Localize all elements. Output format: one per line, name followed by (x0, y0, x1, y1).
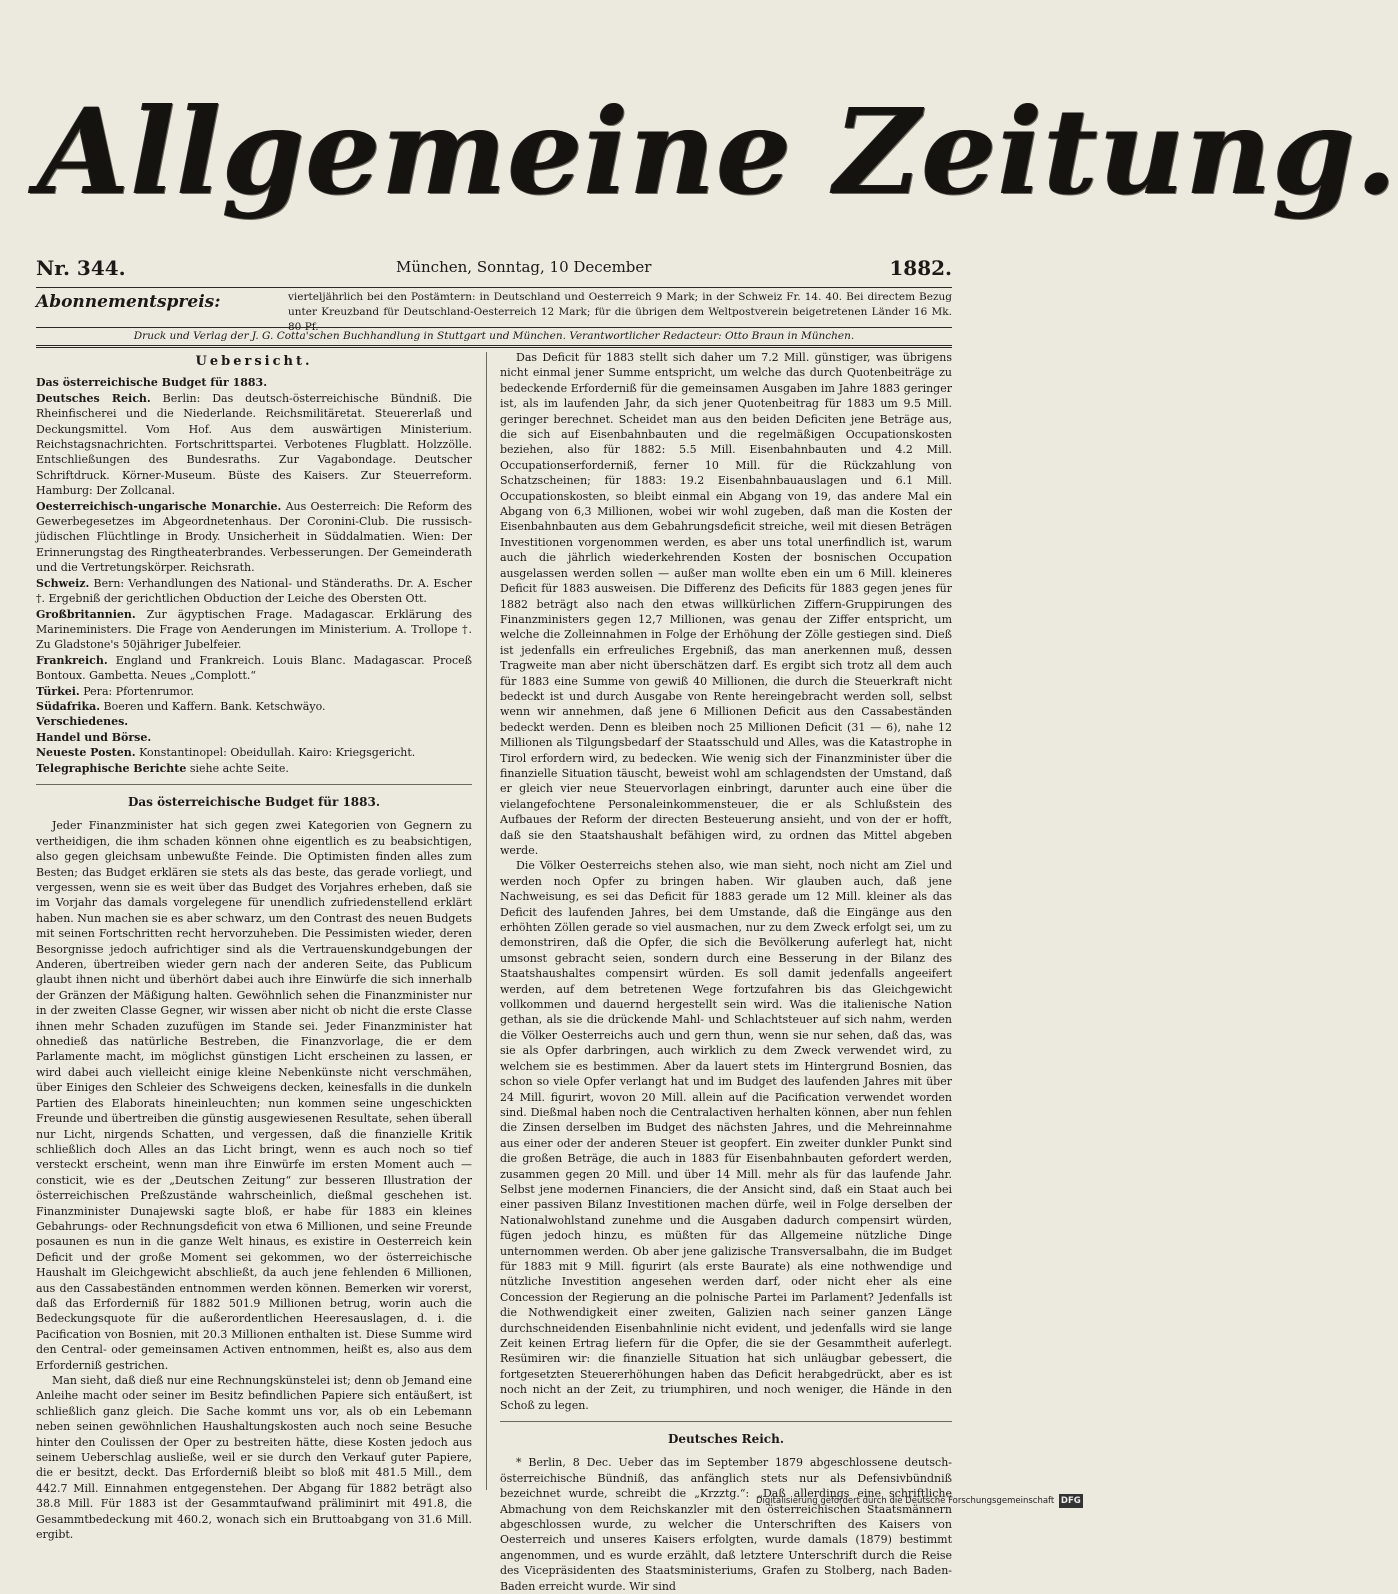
overview-entry-head: Südafrika. (36, 699, 101, 713)
overview-entry-head: Schweiz. (36, 576, 90, 590)
overview-entry-body: Konstantinopel: Obeidullah. Kairo: Kriegsgericht. (139, 746, 416, 760)
overview-entry-body: Pera: Pfortenrumor. (83, 684, 195, 698)
overview-entry (36, 607, 472, 653)
overview-entry (36, 745, 472, 760)
overview-entry-head: Großbritannien. (36, 607, 136, 621)
overview-entry-head: Oesterreichisch-ungarische Monarchie. (36, 499, 282, 513)
overview-entry-body: Zur ägyptischen Frage. Madagascar. Erklärung des Marineministers. Die Frage von Aenderungen im Ministerium. A. Trollope †. Zu Gladstone's 50jähriger Jubelfeier. (36, 607, 473, 652)
reich-paragraph: * Berlin, 8 Dec. Ueber das im September 1879 abgeschlossene deutsch-österreichische Bündniß, das anfänglich stets nur als Defensivbündniß bezeichnet wurde, schreibt die „Krzztg.“: „Daß allerdings eine schriftliche Abmachung von dem Reichskanzler mit den österreichischen Staatsmännern abgeschlossen wurde, zu welcher die Unterschriften des Kaisers von Oesterreich und unseres Kaisers erfolgten, wurde damals (1879) bestimmt angenommen, und es wurde erzählt, daß letztere Unterschrift durch die Reise des Vicepräsidenten des Staatsministeriums, Grafen zu Stolberg, nach Baden-Baden erreicht wurde. Wir sind (500, 1456, 952, 1593)
overview-list (36, 375, 472, 776)
footer-credit (756, 1494, 1081, 1508)
overview-entry (36, 576, 472, 607)
footer-text: Digitalisierung gefördert durch die Deutsche Forschungsgemeinschaft (756, 1496, 1055, 1506)
overview-entry (36, 375, 472, 390)
budget-paragraph: Man sieht, daß dieß nur eine Rechnungskünstelei ist; denn ob Jemand eine Anleihe macht oder seiner im Besitz befindlichen Papiere sich entäußert, ist schließlich ganz gleich. Die Sache kommt uns vor, als ob ein Lebemann neben seinen gewöhnlichen Haushaltungskosten auch noch seine Besuche hinter den Coulissen der Oper zu bestreiten hätte, diese Kosten jedoch aus seinem Ueberschlag ausließe, weil er sie durch den Verkauf guter Papiere, die er besitzt, deckt. Das Erforderniß bleibt so bloß mit 481.5 Mill., dem 442.7 Mill. Einnahmen entgegenstehen. Der Abgang für 1882 beträgt also 38.8 Mill. Für 1883 ist der Gesammtaufwand präliminirt mit 491.8, die Gesammtbedeckung mit 460.2, wonach sich ein Bruttoabgang von 31.6 Mill. ergibt. (36, 1374, 472, 1542)
budget-continuation-paragraph: Das Deficit für 1883 stellt sich daher um 7.2 Mill. günstiger, was übrigens nicht einmal jener Summe entspricht, um welche das durch Quotenbeiträge zu bedeckende Erforderniß für die gemeinsamen Ausgaben im Jahre 1883 geringer ist, als im laufenden Jahr, da sich jener Quotenbeitrag für 1883 um 9.5 Mill. geringer berechnet. Scheidet man aus den beiden Deficiten jene Beträge aus, die sich auf Eisenbahnbauten und die regelmäßigen Occupationskosten beziehen, also für 1882: 5.5 Mill. Eisenbahnbauten und 4.2 Mill. Occupationserforderniß, ferner 10 Mill. für die Rückzahlung von Schatzscheinen; für 1883: 19.2 Eisenbahnbauauslagen und 6.1 Mill. Occupationskosten, so bleibt einmal ein Abgang von 19, das andere Mal ein Abgang von 6,3 Millionen, wobei wir wohl zugeben, daß man die Kosten der Eisenbahnbauten aus dem Gebahrungsdeficit streiche, weil mit diesen Beträgen Investitionen vorgenommen werden, es aber uns total unerfindlich ist, warum auch die jährlich wiederkehrenden Kosten der bosnischen Occupation ausgelassen werden sollen — außer man wollte eben ein um 6 Mill. kleineres Deficit für 1883 ausweisen. Die Differenz des Deficits für 1883 gegen jenes für 1882 beträgt also nach den etwas willkürlichen Ziffern-Gruppirungen des Finanzministers gegen 12,7 Millionen, was genau der Ziffer entspricht, um welche die Zolleinnahmen in Folge der Erhöhung der Zölle gestiegen sind. Dieß ist jedenfalls ein erfreuliches Ergebniß, das man anerkennen muß, dessen Tragweite man aber nicht überschätzen darf. Es ergibt sich trotz all dem auch für 1883 eine Summe von gewiß 40 Millionen, die durch die Steuerkraft nicht bedeckt ist und durch Ausgabe von Rente hereingebracht werden soll, selbst wenn wir annehmen, daß jene 6 Millionen Deficit aus den Cassabeständen bedeckt werden. Denn es bleiben noch 25 Millionen Deficit (31 — 6), nahe 12 Millionen als Tilgungsbedarf der Staatsschuld und Alles, was die Katastrophe in Tirol erfordern wird, zu bedecken. Wie wenig sich der Finanzminister über die finanzielle Situation täuscht, beweist wohl am schlagendsten der Umstand, daß er gleich vier neue Steuervorlagen einbringt, darunter auch eine über die vielangefochtene Personaleinkommensteuer, die er als Schlußstein des Aufbaues der Reform der directen Besteuerung ansieht, und von der er hofft, daß sie den Staatshaushalt befähigen wird, zu ordnen das Mittel abgeben werde. (500, 351, 952, 857)
overview-entry-head: Neueste Posten. (36, 746, 136, 760)
overview-entry (36, 684, 472, 699)
overview-entry (36, 653, 472, 684)
overview-entry-head: Handel und Börse. (36, 730, 152, 744)
left-column (36, 350, 473, 1542)
divider (36, 784, 472, 785)
dfg-logo: DFG (1060, 1496, 1081, 1506)
overview-entry (36, 761, 472, 776)
budget-article-heading: Das österreichische Budget für 1883. (127, 794, 381, 809)
divider (36, 327, 952, 328)
overview-entry (36, 499, 472, 576)
overview-entry-head: Verschiedenes. (36, 715, 129, 729)
subscription-box (36, 290, 952, 333)
overview-entry-head: Deutsches Reich. (36, 391, 151, 405)
issue-line (36, 256, 952, 284)
issue-number: Nr. 344. (36, 256, 126, 280)
overview-entry (36, 730, 472, 745)
budget-paragraph: Jeder Finanzminister hat sich gegen zwei Kategorien von Gegnern zu vertheidigen, die ihm schaden können ohne eigentlich es zu beabsichtigen, also gegen gleichsam unbewußte Feinde. Die Optimisten finden alles zum Besten; das Budget erklären sie stets als das beste, das gerade vorliegt, und vergessen, wenn sie es weit über das Budget des Vorjahres erheben, daß sie im Vorjahr das damals vorgelegene für unendlich zufriedenstellend erklärt haben. Nun machen sie es aber schwarz, um den Contrast des neuen Budgets mit seinen Fortschritten recht hervorzuheben. Die Pessimisten wieder, deren Besorgnisse jedoch aufrichtiger sind als die Vertrauenskundgebungen der Anderen, übertreiben wieder gern nach der anderen Seite, das Publicum glaubt ihnen nicht und überhört dabei auch ihre Einwürfe die sich innerhalb der Gränzen der Mäßigung halten. Gewöhnlich sehen die Finanzminister nur in der zweiten Classe Gegner, wir wissen aber nicht ob nicht die erste Classe ihnen mehr Schaden zuzufügen im Stande sei. Jeder Finanzminister hat ohnedieß das natürliche Bestreben, die Finanzvorlage, die er dem Parlamente macht, im möglichst günstigen Licht erscheinen zu lassen, er wird dabei auch vielleicht einige kleine Nebenkünste nicht verschmähen, über Einiges den Schleier des Schweigens decken, keinesfalls in die dunkeln Partien des Elaborats hineinleuchten; nun kommen seine ungeschickten Freunde und übertreiben die günstig ausgewiesenen Resultate, sehen überall nur Licht, nirgends Schatten, und vergessen, daß die finanzielle Kritik schließlich doch Alles an das Licht bringt, wenn es auch noch so tief versteckt erscheint, wenn man ihre Einwürfe im ersten Moment auch — consticit, wie es der „Deutschen Zeitung“ zur besseren Illustration der österreichischen Preßzustände wahrscheinlich, dießmal geschehen ist. Finanzminister Dunajewski sagte bloß, er habe für 1883 ein kleines Gebahrungs- oder Rechnungsdeficit von etwa 6 Millionen, und seine Freunde posaunen es nun in die ganze Welt hinaus, es existire in Oesterreich kein Deficit und der große Moment sei gekommen, wo der österreichische Haushalt im Gleichgewicht abschließt, da auch jene fehlenden 6 Millionen, aus den Cassabeständen entnommen werden können. Bemerken wir vorerst, daß das Erforderniß für 1882 501.9 Millionen betrug, worin auch die Bedeckungsquote für die außerordentlichen Heeresauslagen, d. i. die Pacification von Bosnien, mit 20.3 Millionen enthalten ist. Diese Summe wird den Central- oder gemeinsamen Activen entnommen, heißt es, also aus dem Erforderniß gestrichen. (36, 819, 472, 1372)
overview-entry-body: Boeren und Kaffern. Bank. Ketschwäyo. (103, 699, 326, 713)
overview-entry-head: Türkei. (36, 684, 80, 698)
overview-entry-body: siehe achte Seite. (189, 761, 289, 775)
reich-heading: Deutsches Reich. (667, 1432, 785, 1447)
overview-entry-body: Bern: Verhandlungen des National- und Ständeraths. Dr. A. Escher †. Ergebniß der gerichtlichen Obduction der Leiche des Obersten Ott. (36, 576, 473, 606)
masthead-title: Allgemeine Zeitung. (38, 82, 1398, 221)
overview-entry-head: Frankreich. (36, 653, 108, 667)
overview-entry (36, 714, 472, 729)
printer-line: Druck und Verlag der J. G. Cotta'schen Buchhandlung in Stuttgart und München. Verantwortlicher Redacteur: Otto Braun in München. (133, 330, 855, 342)
overview-entry (36, 699, 472, 714)
overview-entry-head: Das österreichische Budget für 1883. (36, 376, 268, 390)
subscription-text: vierteljährlich bei den Postämtern: in Deutschland und Oesterreich 9 Mark; in der Schweiz Fr. 14. 40. Bei directem Bezug unter Kreuzband für Deutschland-Oesterreich 12 Mark; für die übrigen dem Weltpostverein beigetretenen Länder 16 Mk. 80 Pf. (288, 291, 952, 333)
masthead (38, 52, 1398, 252)
overview-entry (36, 391, 472, 499)
issue-date: München, Sonntag, 10 December (396, 258, 652, 276)
overview-entry-body: England und Frankreich. Louis Blanc. Madagascar. Proceß Bontoux. Gambetta. Neues „Complott.“ (36, 653, 472, 683)
budget-continuation-paragraph: Die Völker Oesterreichs stehen also, wie man sieht, noch nicht am Ziel und werden noch Opfer zu bringen haben. Wir glauben auch, daß jene Nachweisung, es sei das Deficit für 1883 gerade um 12 Mill. kleiner als das Deficit des laufenden Jahres, bei dem Umstande, daß die Eingänge aus den erhöhten Zöllen gerade so viel ausmachen, nur zu dem Zweck erfolgt sei, um zu demonstriren, daß die Opfer, die sich die Bevölkerung auferlegt hat, nicht umsonst gebracht seien, sondern durch eine Besserung in der Bilanz des Staatshaushaltes compensirt würden. Es soll damit jedenfalls angeeifert werden, auf dem betretenen Wege fortzufahren bis das Gleichgewicht vollkommen und dauernd hergestellt sein wird. Was die italienische Nation gethan, als sie die drückende Mahl- und Schlachtsteuer auf sich nahm, werden die Völker Oesterreichs auch und gern thun, wenn sie nur sehen, daß das, was sie als Opfer darbringen, auch wirklich zu dem Zweck verwendet wird, zu welchem sie es bestimmen. Aber da lauert stets im Hintergrund Bosnien, das schon so viele Opfer verlangt hat und im Budget des laufenden Jahres mit über 24 Mill. figurirt, wovon 20 Mill. allein auf die Pacification verwendet worden sind. Dießmal haben noch die Centralactiven herhalten können, aber nun fehlen die Zinsen derselben im Budget des nächsten Jahres, und die Mehreinnahme aus einer oder der anderen Steuer ist geopfert. Ein zweiter dunkler Punkt sind die großen Beträge, die auch in 1883 für Eisenbahnbauten gefordert werden, zusammen gegen 20 Mill. und über 14 Mill. mehr als für das laufende Jahr. Selbst jene modernen Financiers, die der Ansicht sind, daß ein Staat auch bei einer passiven Bilanz Investitionen machen dürfe, weil in Folge derselben der Nationalwohlstand zunehme und die Ausgaben dadurch compensirt würden, fügen jedoch hinzu, es müßten für das Allgemeine nützliche Dinge unternommen werden. Ob aber jene galizische Transversalbahn, die im Budget für 1883 mit 9 Mill. figurirt (als erste Baurate) als eine nothwendige und nützliche Investition angesehen werden darf, oder nicht eher als eine Concession der Regierung an die polnische Partei im Parlament? Jedenfalls ist die Nothwendigkeit einer zweiten, Galizien nach seiner ganzen Länge durchschneidenden Eisenbahnlinie nicht evident, und jedenfalls wird sie lange Zeit keinen Ertrag liefern für die Opfer, die sie der Gesammtheit auferlegt. Resümiren wir: die finanzielle Situation hat sich unläugbar gebessert, die fortgesetzten Steuererhöhungen haben das Deficit herabgedrückt, aber es ist noch nicht an der Zeit, zu triumphiren, und noch weniger, die Hände in den Schoß zu legen. (500, 859, 952, 1412)
overview-entry-body: Aus Oesterreich: Die Reform des Gewerbegesetzes im Abgeordnetenhaus. Der Coronini-Club. Die russisch-jüdischen Flüchtlinge in Brody. Unsicherheit in Süddalmatien. Wien: Der Erinnerungstag des Ringtheaterbrandes. Verbesserungen. Der Gemeinderath und die Vertretungskörper. Reichsrath. (36, 499, 472, 575)
divider (36, 345, 952, 348)
column-separator (486, 352, 487, 1490)
divider (500, 1421, 952, 1422)
overview-heading: Uebersicht. (195, 354, 313, 369)
issue-year: 1882. (889, 256, 952, 280)
divider (36, 287, 952, 288)
subscription-label: Abonnementspreis: (36, 292, 221, 312)
overview-entry-head: Telegraphische Berichte (36, 761, 187, 775)
overview-entry-body: Berlin: Das deutsch-österreichische Bündniß. Die Rheinfischerei und die Niederlande. Reichsmilitäretat. Steuererlaß und Deckungsmittel. Vom Hof. Aus dem auswärtigen Ministerium. Reichstagsnachrichten. Fortschrittspartei. Verbotenes Flugblatt. Holzzölle. Entschließungen des Bundesraths. Zur Vagabondage. Deutscher Schriftdruck. Körner-Museum. Büste des Kaisers. Zur Steuerreform. Hamburg: Der Zollcanal. (36, 391, 473, 498)
